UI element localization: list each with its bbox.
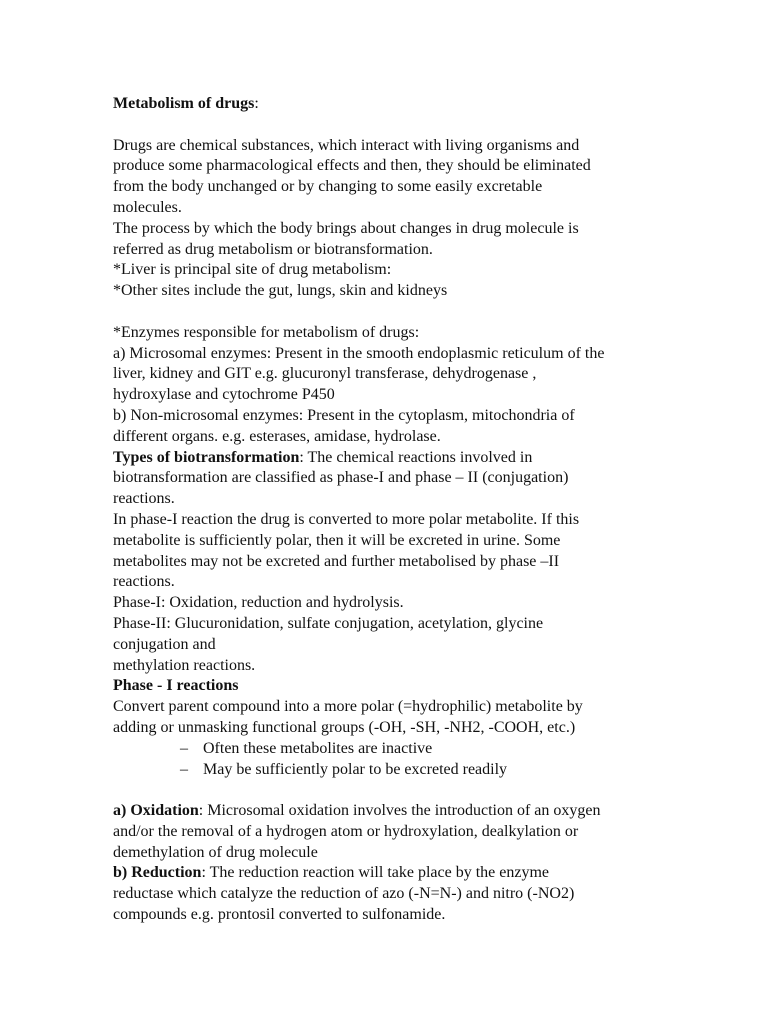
types-heading-rest: : The chemical reactions involved in [299,448,533,466]
oxidation-line: demethylation of drug molecule [113,843,318,861]
enzymes-line: liver, kidney and GIT e.g. glucuronyl transferase, dehydrogenase , [113,365,537,383]
intro-line: referred as drug metabolism or biotransformation. [113,240,433,258]
types-line: metabolite is sufficiently polar, then it will be excreted in urine. Some [113,531,561,549]
reduction-rest: : The reduction reaction will take place by the enzyme [201,864,550,882]
document-page [113,94,673,926]
intro-line: *Liver is principal site of drug metabolism: [113,261,392,279]
types-line: biotransformation are classified as phase-I and phase – II (conjugation) [113,469,569,487]
enzymes-line: b) Non-microsomal enzymes: Present in the cytoplasm, mitochondria of [113,406,575,424]
types-line: reactions. [113,490,175,508]
bullet-item [113,739,673,760]
blank-line [113,780,673,801]
intro-line: produce some pharmacological effects and then, they should be eliminated [113,157,591,175]
types-line: Phase-I: Oxidation, reduction and hydrolysis. [113,594,404,612]
oxidation-rest: : Microsomal oxidation involves the introduction of an oxygen [198,802,601,820]
intro-line: *Other sites include the gut, lungs, skin and kidneys [113,282,448,300]
types-line: reactions. [113,573,175,591]
enzymes-line: hydroxylase and cytochrome P450 [113,386,335,404]
intro-line: The process by which the body brings about changes in drug molecule is [113,219,579,237]
reduction-line: reductase which catalyze the reduction of azo (-N=N-) and nitro (-NO2) [113,885,575,903]
blank-line [113,302,673,323]
reduction-bold: b) Reduction [113,864,202,882]
oxidation-bold: a) Oxidation [113,802,199,820]
types-line: metabolites may not be excreted and further metabolised by phase –II [113,552,560,570]
types-line: In phase-I reaction the drug is converted to more polar metabolite. If this [113,510,580,528]
types-heading-bold: Types of biotransformation [113,448,300,466]
document-title [113,94,673,115]
title-colon: : [254,95,259,112]
types-heading-line [113,448,673,469]
oxidation-line: and/or the removal of a hydrogen atom or hydroxylation, dealkylation or [113,822,579,840]
types-line: conjugation and [113,635,216,653]
phase1-line: Convert parent compound into a more polar (=hydrophilic) metabolite by [113,698,583,716]
types-line: methylation reactions. [113,656,256,674]
enzymes-line: different organs. e.g. esterases, amidase, hydrolase. [113,427,441,445]
phase1-heading: Phase - I reactions [113,677,239,695]
oxidation-first-line [113,801,673,822]
reduction-line: compounds e.g. prontosil converted to sulfonamide. [113,906,446,924]
bullet-text: Often these metabolites are inactive [203,739,433,757]
bullet-dash: – [180,739,188,757]
intro-line: from the body unchanged or by changing to some easily excretable [113,178,543,196]
enzymes-line: *Enzymes responsible for metabolism of drugs: [113,323,420,341]
bullet-text: May be sufficiently polar to be excreted readily [203,760,508,778]
bullet-dash: – [180,760,188,778]
reduction-first-line [113,863,673,884]
blank-line [113,115,673,136]
bullet-item [113,760,673,781]
intro-line: Drugs are chemical substances, which interact with living organisms and [113,136,580,154]
enzymes-line: a) Microsomal enzymes: Present in the smooth endoplasmic reticulum of the [113,344,605,362]
phase1-line: adding or unmasking functional groups (-OH, -SH, -NH2, -COOH, etc.) [113,718,576,736]
title-bold: Metabolism of drugs [113,95,255,112]
intro-line: molecules. [113,198,182,216]
types-line: Phase-II: Glucuronidation, sulfate conjugation, acetylation, glycine [113,614,544,632]
